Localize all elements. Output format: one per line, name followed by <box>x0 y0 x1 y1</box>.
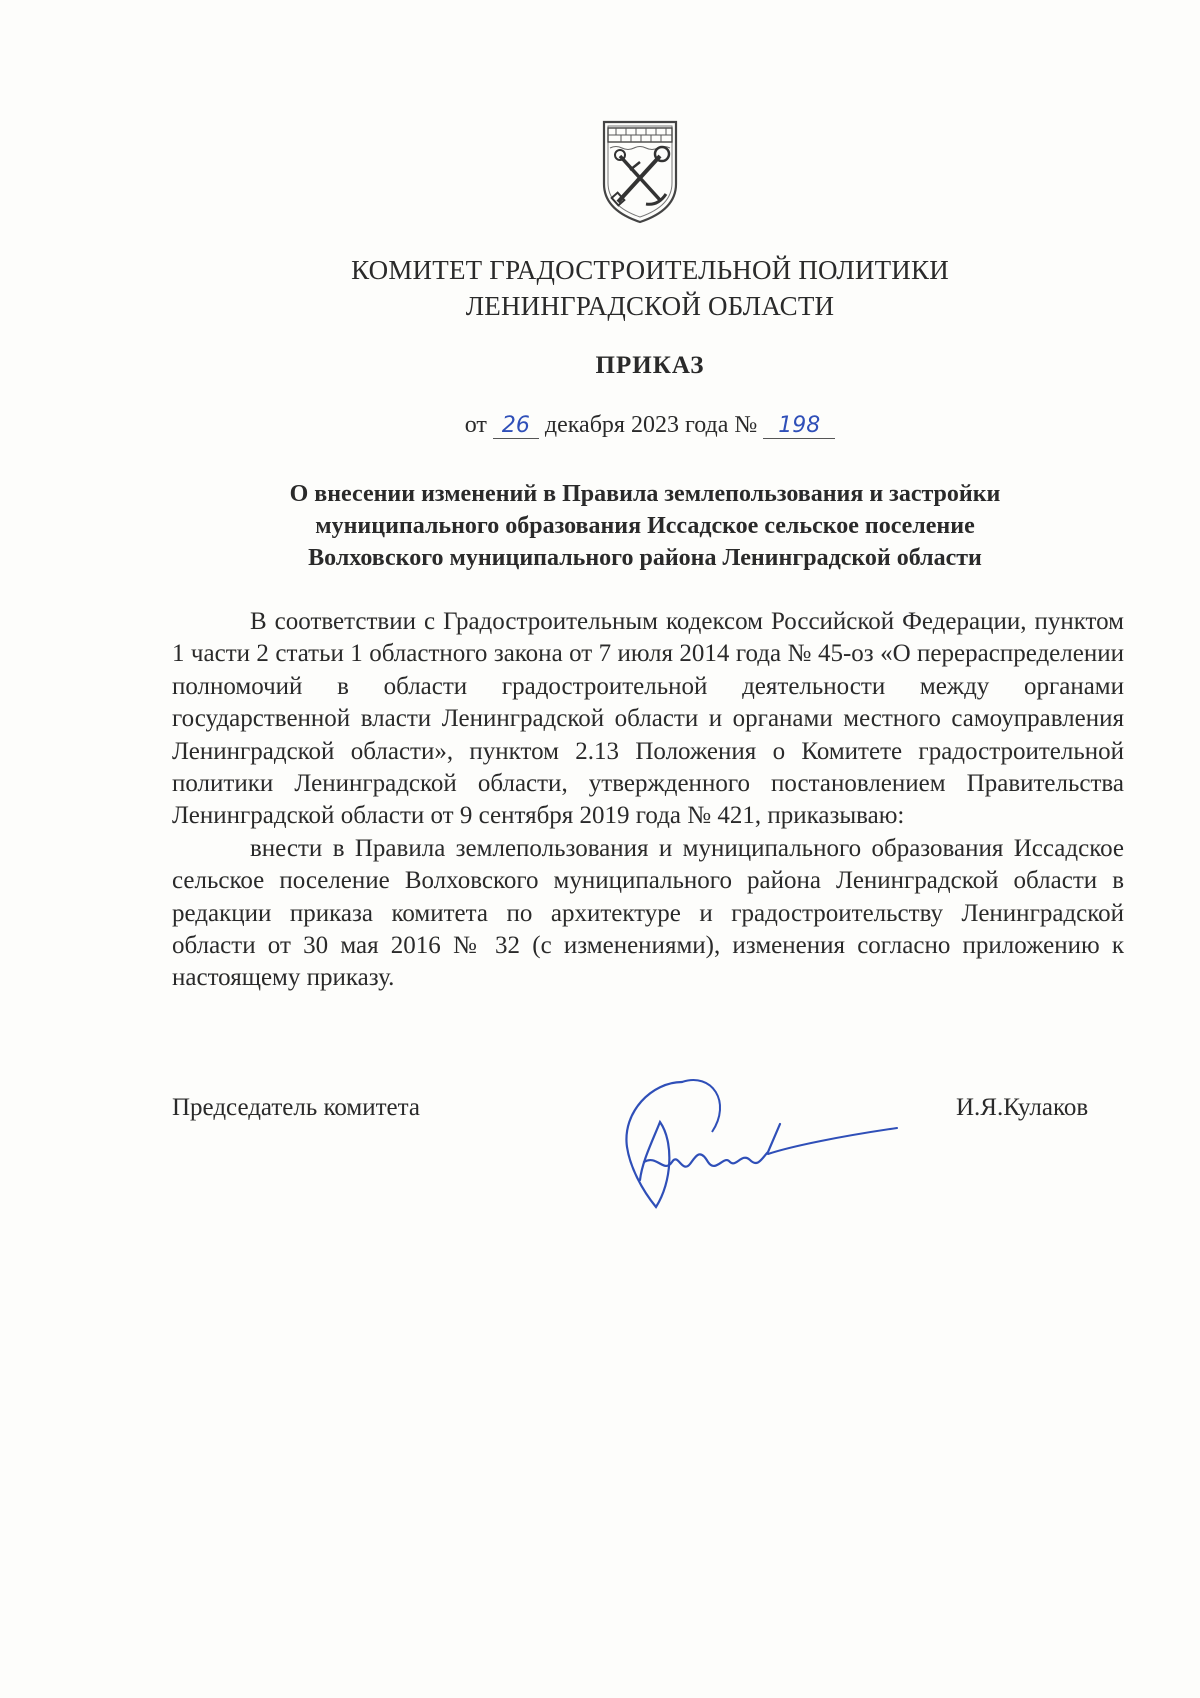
handwritten-order-number: 198 <box>763 414 835 439</box>
date-line <box>300 412 1000 439</box>
issuing-organization <box>300 252 1000 324</box>
org-name-line-1: КОМИТЕТ ГРАДОСТРОИТЕЛЬНОЙ ПОЛИТИКИ <box>351 255 949 285</box>
coat-of-arms-emblem <box>600 118 680 226</box>
signatory-name: И.Я.Кулаков <box>956 1094 1089 1121</box>
order-body <box>172 606 1124 995</box>
order-title <box>220 478 1070 574</box>
handwritten-day: 26 <box>493 414 539 439</box>
signatory-role: Председатель комитета <box>172 1094 420 1121</box>
body-paragraph-1: В соответствии с Градостроительным кодексом Российской Федерации, пунктом 1 части 2 статьи 1 областного закона от 7 июля 2014 года № 45-оз «О перераспределении полномочий в области градостроительной деятельности между органами государственной власти Ленинградской области и органами местного самоуправления Ленинградской области», пунктом 2.13 Положения о Комитете градостроительной политики Ленинградской области, утвержденного постановлением Правительства Ленинградской области от 9 сентября 2019 года № 421, приказываю: <box>172 608 1124 830</box>
body-paragraph-2: внести в Правила землепользования и муниципального образования Иссадское сельское поселение Волховского муниципального района Ленинградской области в редакции приказа комитета по архитектуре и градостроительству Ленинградской области от 30 мая 2016 № 32 (с изменениями), изменения согласно приложению к настоящему приказу. <box>172 834 1124 992</box>
title-line-1: О внесении изменений в Правила землепользования и застройки <box>289 481 1001 507</box>
date-prefix: от <box>464 412 487 438</box>
title-line-3: Волховского муниципального района Ленинградской области <box>308 545 982 571</box>
org-name-line-2: ЛЕНИНГРАДСКОЙ ОБЛАСТИ <box>465 291 835 321</box>
document-type: ПРИКАЗ <box>595 352 705 379</box>
title-line-2: муниципального образования Иссадское сельское поселение <box>315 513 975 539</box>
date-month-year: декабря 2023 года № <box>544 412 758 438</box>
handwritten-signature <box>612 1062 902 1212</box>
